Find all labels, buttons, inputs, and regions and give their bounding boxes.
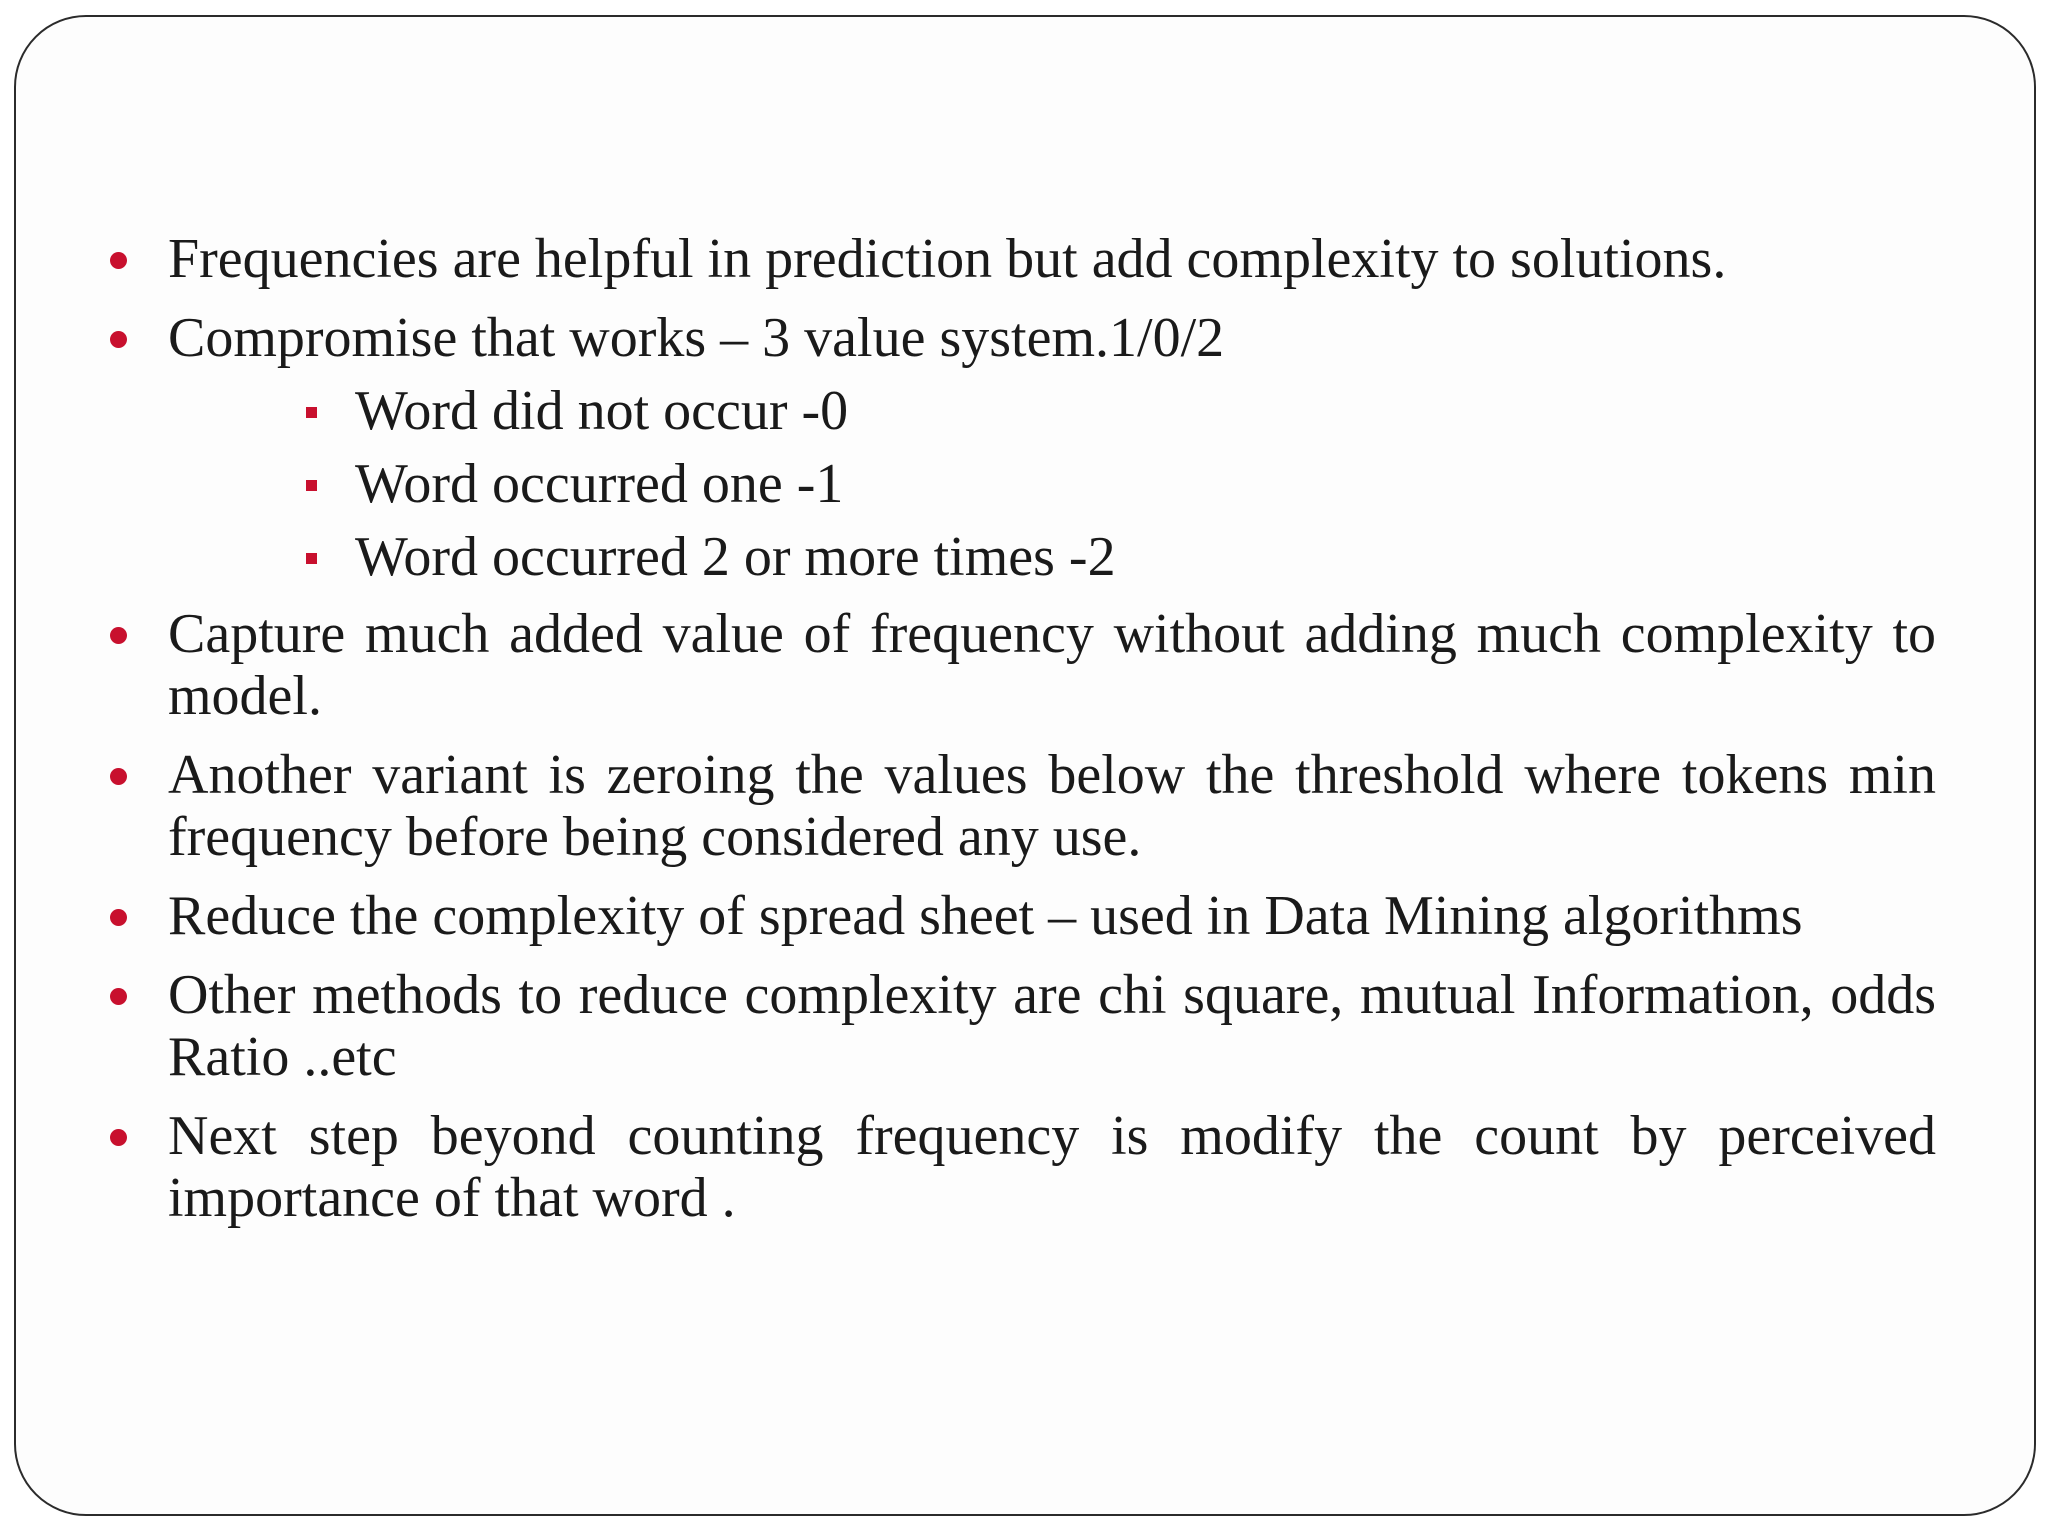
bullet-item (0, 744, 1936, 868)
bullet-text: Capture much added value of frequency without adding much complexity to model. (168, 603, 1936, 727)
sub-bullet-item (0, 380, 2048, 442)
bullet-item (0, 885, 1936, 947)
bullet-text: Reduce the complexity of spread sheet – used in Data Mining algorithms (168, 885, 1803, 947)
sub-bullet-text: Word did not occur -0 (355, 380, 849, 442)
bullet-item (0, 307, 1936, 369)
sub-bullet-text: Word occurred one -1 (355, 453, 844, 515)
bullet-dot-icon (110, 331, 127, 348)
bullet-dot-icon (110, 768, 127, 785)
bullet-dot-icon (110, 627, 127, 644)
slide-content (0, 228, 2048, 1246)
bullet-text: Other methods to reduce complexity are chi square, mutual Information, odds Ratio ..etc (168, 964, 1936, 1088)
bullet-text: Frequencies are helpful in prediction but add complexity to solutions. (168, 228, 1727, 290)
sub-bullet-item (0, 453, 2048, 515)
bullet-dot-icon (110, 1129, 127, 1146)
bullet-dot-icon (110, 252, 127, 269)
square-bullet-icon (306, 480, 317, 491)
sub-bullet-text: Word occurred 2 or more times -2 (355, 526, 1116, 588)
bullet-text: Compromise that works – 3 value system.1/0/2 (168, 307, 1225, 369)
square-bullet-icon (306, 407, 317, 418)
sub-bullet-list (0, 380, 2048, 588)
bullet-item (0, 1105, 1936, 1229)
bullet-item (0, 228, 1936, 290)
bullet-dot-icon (110, 909, 127, 926)
bullet-text: Another variant is zeroing the values below the threshold where tokens min frequency before being considered any use. (168, 744, 1936, 868)
bullet-item (0, 964, 1936, 1088)
sub-bullet-item (0, 526, 2048, 588)
bullet-text: Next step beyond counting frequency is modify the count by perceived importance of that word . (168, 1105, 1936, 1229)
bullet-dot-icon (110, 988, 127, 1005)
square-bullet-icon (306, 553, 317, 564)
bullet-item (0, 603, 1936, 727)
